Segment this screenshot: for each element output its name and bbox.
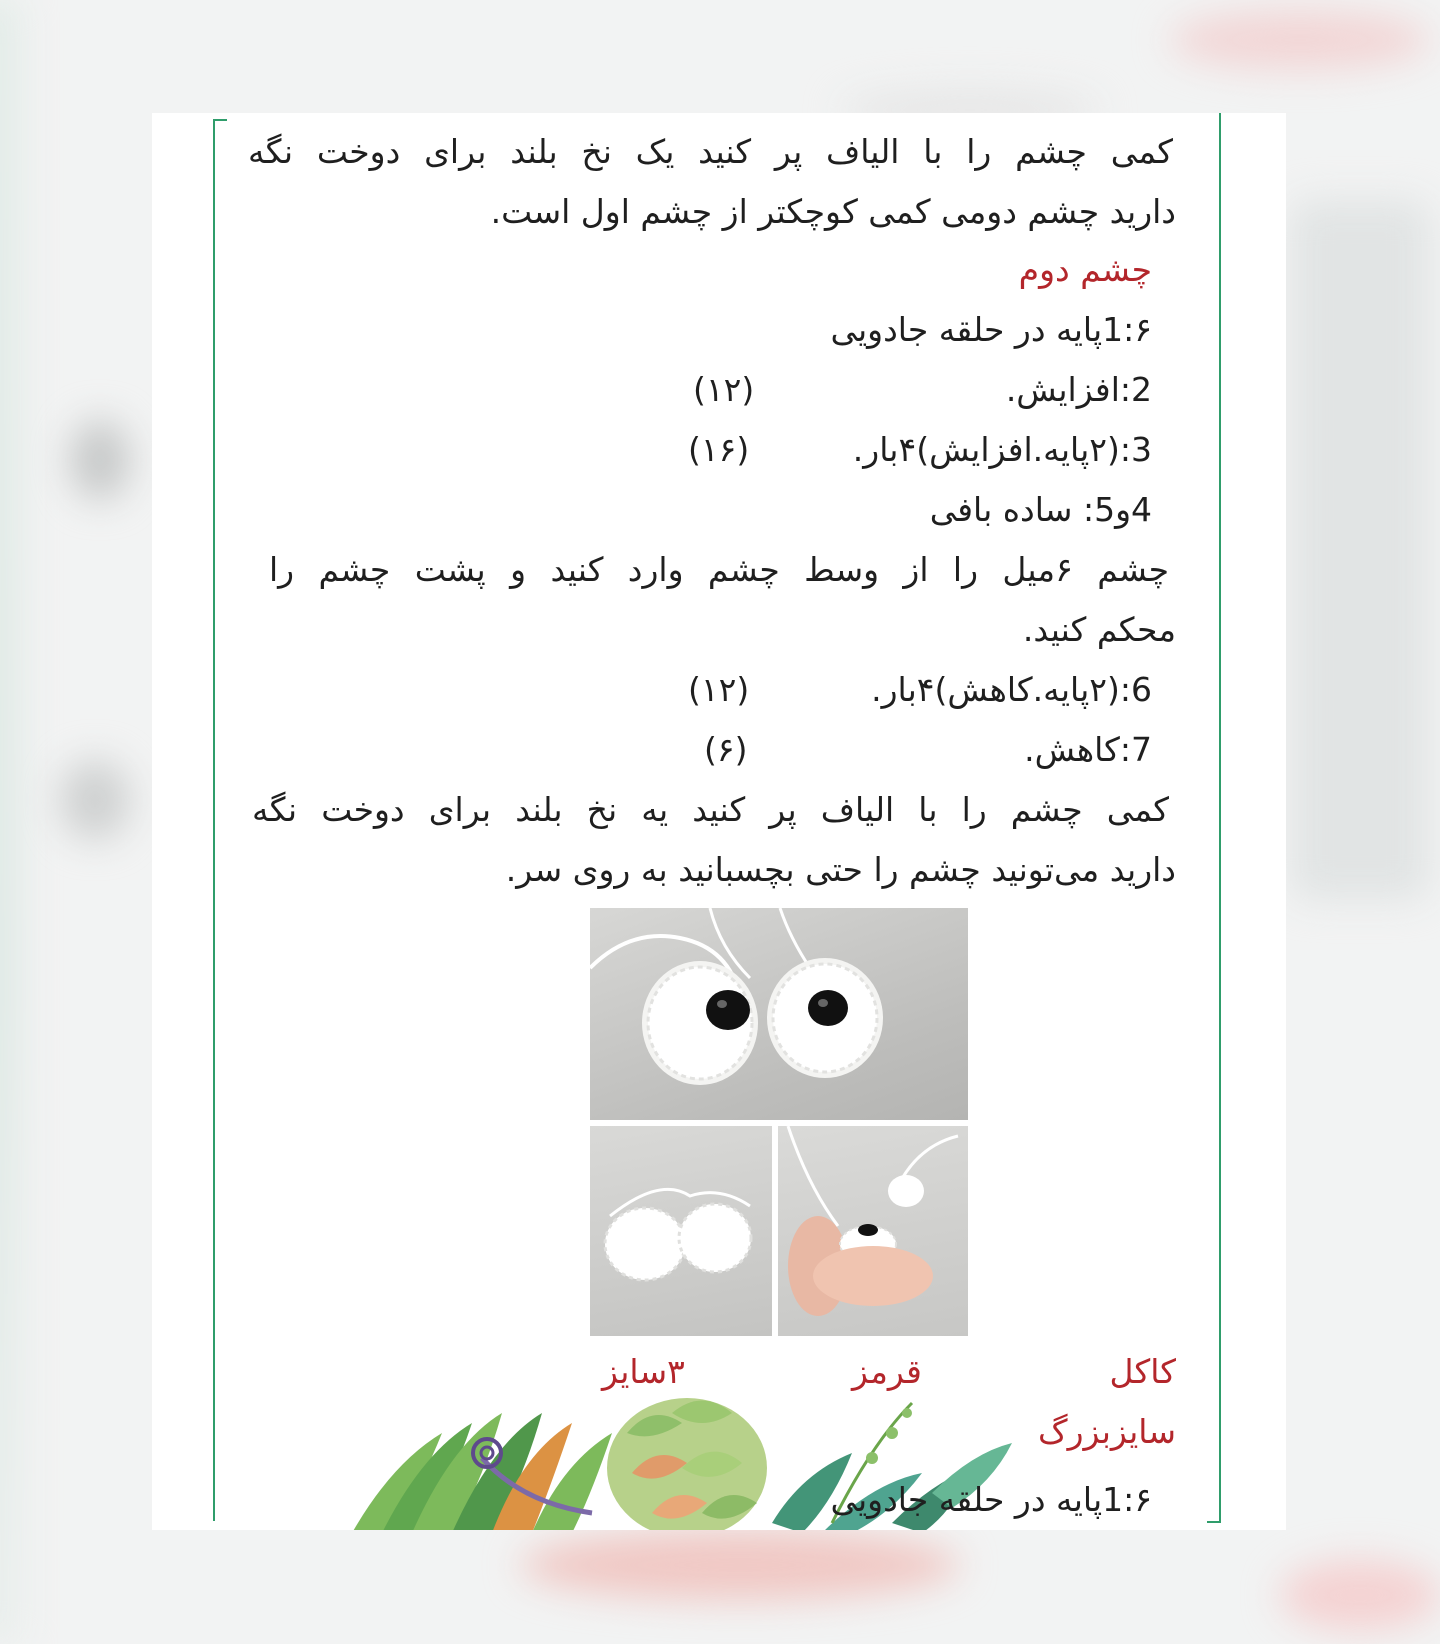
section-color: قرمز [852,1352,922,1391]
row-1: 1:۶پایه در حلقه جادویی [830,310,1152,349]
eyes-photo-bottom-left [590,1126,772,1336]
text-line-2: دارید چشم دومی کمی کوچکتر از چشم اول است. [490,192,1176,231]
text-line-1: کمی چشم را با الیاف پر کنید یک نخ بلند برای دوخت نگه [248,132,1173,171]
next-row-1: 1:۶پایه در حلقه جادویی [830,1480,1152,1519]
row-7-count: (۶) [704,730,748,769]
section-size: ۳سایز [602,1352,685,1391]
right-border-line [1219,113,1221,1523]
row-3: 3:(۲پایه.افزایش)۴بار. [852,430,1152,469]
row-4-5: 4و5: ساده بافی [929,490,1152,529]
eyes-photo-collage [590,908,968,1336]
closing-line-2: دارید می‌تونید چشم را حتی بچسبانید به روی سر. [505,850,1176,889]
instruction-line-1: چشم ۶میل را از وسط چشم وارد کنید و پشت چشم را [269,550,1169,589]
row-2: 2:افزایش. [1005,370,1152,409]
closing-line-1: کمی چشم را با الیاف پر کنید یه نخ بلند برای دوخت نگه [252,790,1169,829]
heading-second-eye: چشم دوم [1018,250,1152,289]
row-7: 7:کاهش. [1024,730,1152,769]
row-2-count: (۱۲) [693,370,755,409]
row-6: 6:(۲پایه.کاهش)۴بار. [871,670,1152,709]
pattern-page [152,113,1286,1530]
eyes-photo-top [590,908,968,1120]
left-border-line [213,121,215,1521]
row-3-count: (۱۶) [688,430,750,469]
section-subtitle: سایزبزرگ [1038,1412,1176,1451]
row-6-count: (۱۲) [688,670,750,709]
section-name: کاکل [1109,1352,1176,1391]
instruction-line-2: محکم کنید. [1022,610,1176,649]
eyes-photo-bottom-right [778,1126,968,1336]
left-border-tick [213,119,227,121]
right-border-tick [1207,1521,1221,1523]
